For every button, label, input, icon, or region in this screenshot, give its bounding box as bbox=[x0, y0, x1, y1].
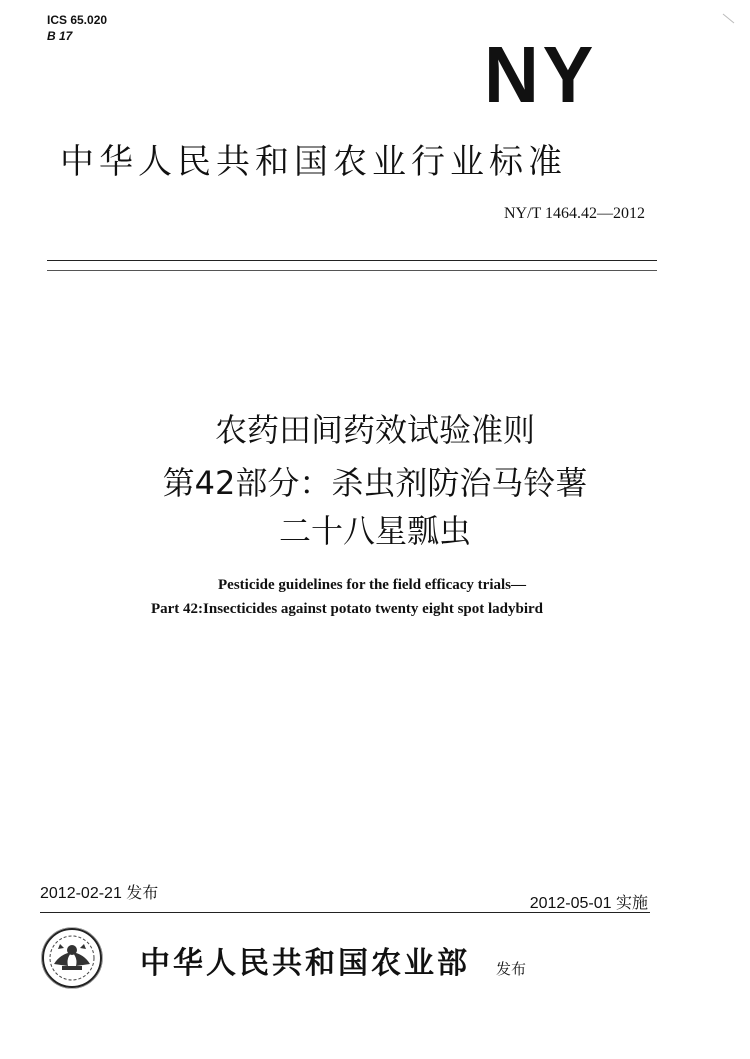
title-cn-line3: 二十八星瓢虫 bbox=[278, 512, 471, 550]
title-en-line2: Part 42:Insecticides against potato twenty eight spot ladybird bbox=[150, 601, 544, 617]
implementation-date: 2012-05-01 实施 bbox=[529, 895, 648, 912]
header-divider bbox=[47, 260, 657, 261]
header-divider-secondary bbox=[47, 270, 657, 271]
ics-code: ICS 65.020 bbox=[47, 13, 108, 27]
title-en-line1: Pesticide guidelines for the field efficacy trials— bbox=[218, 577, 526, 593]
ny-logo-text: NY bbox=[484, 30, 598, 119]
standard-number: NY/T 1464.42—2012 bbox=[503, 205, 645, 222]
footer-divider bbox=[40, 912, 650, 913]
publisher-name: 中华人民共和国农业部 bbox=[140, 946, 470, 981]
ministry-emblem-icon bbox=[40, 926, 104, 990]
title-cn-line1: 农药田间药效试验准则 bbox=[214, 411, 535, 449]
title-cn-line2: 第42部分：杀虫剂防治马铃薯 bbox=[162, 464, 588, 502]
scan-corner-mark bbox=[722, 10, 742, 22]
document-meta bbox=[47, 12, 107, 44]
issue-date: 2012-02-21 发布 bbox=[40, 885, 159, 902]
classification-code: B 17 bbox=[47, 29, 73, 43]
publisher-suffix: 发布 bbox=[496, 960, 527, 978]
ny-logo bbox=[484, 30, 610, 119]
standard-category-title: 中华人民共和国农业行业标准 bbox=[60, 142, 567, 182]
